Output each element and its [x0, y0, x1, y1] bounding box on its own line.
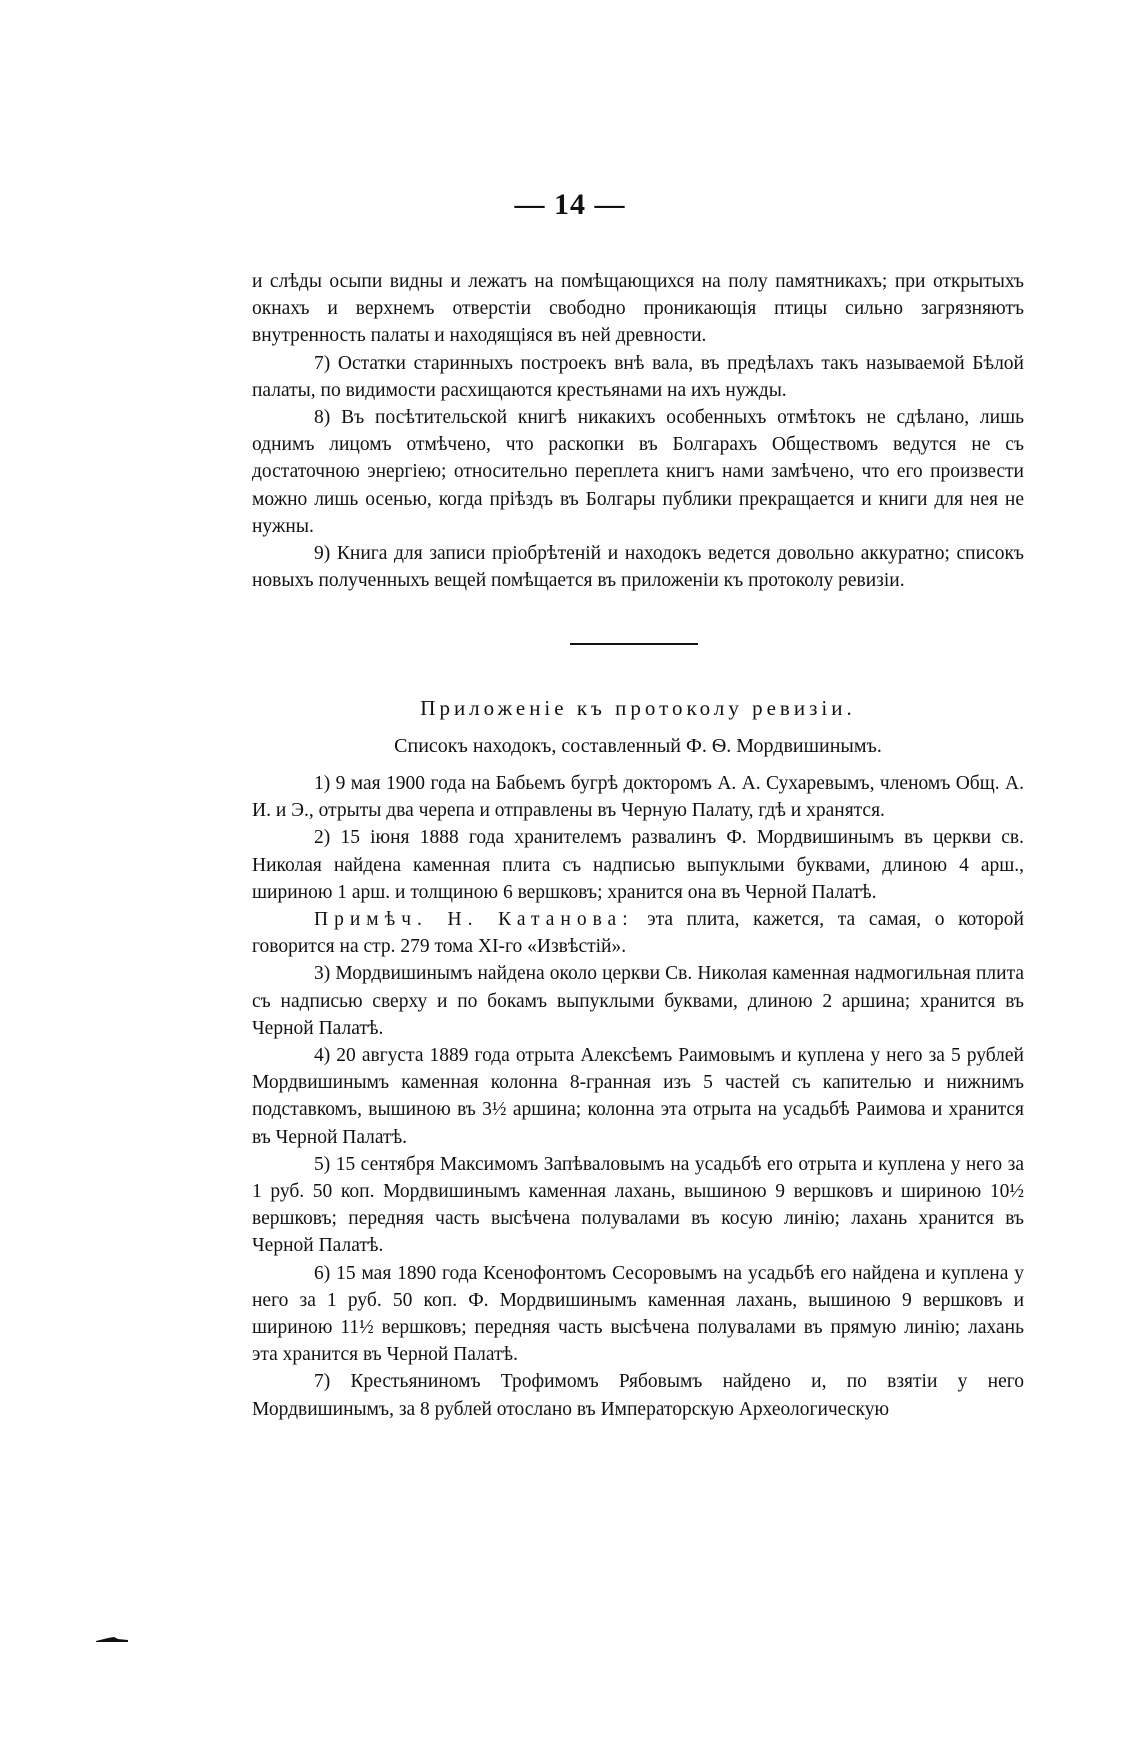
finding-7: 7) Крестьяниномъ Трофимомъ Рябовымъ найдено и, по взятіи у него Мордвишинымъ, за 8 рублей отослано въ Императорскую Археологическую — [252, 1371, 1024, 1420]
page-number: — 14 — — [514, 188, 626, 221]
findings-list — [252, 770, 1024, 1423]
finding-4: 4) 20 августа 1889 года отрыта Алексѣемъ Раимовымъ и куплена у него за 5 рублей Мордвишинымъ каменная колонна 8-гранная изъ 5 частей съ капителью и нижнимъ подставкомъ, вышиною въ 3½ аршина; колонна эта отрыта на усадьбѣ Раимова и хранится въ Черной Палатѣ. — [252, 1045, 1024, 1148]
finding-3: 3) Мордвишинымъ найдена около церкви Св. Николая каменная надмогильная плита съ надписью сверху и по бокамъ выпуклыми буквами, длиною 2 аршина; хранится въ Черной Палатѣ. — [252, 963, 1024, 1039]
report-text — [252, 268, 1024, 594]
appendix-title: Приложеніе къ протоколу ревизіи. — [420, 696, 856, 720]
finding-2: 2) 15 іюня 1888 года хранителемъ развалинъ Ф. Мордвишинымъ въ церкви св. Николая найдена каменная плита съ надписью выпуклыми буквами, длиною 4 арш., шириною 1 арш. и толщиною 6 вершковъ; хранится она въ Черной Палатѣ. — [252, 827, 1024, 903]
paragraph-7: 7) Остатки старинныхъ построекъ внѣ вала, въ предѣлахъ такъ называемой Бѣлой палаты, по видимости расхищаются крестьянами на ихъ нужды. — [252, 352, 1024, 401]
paragraph-9: 9) Книга для записи пріобрѣтеній и находокъ ведется довольно аккуратно; списокъ новыхъ полученныхъ вещей помѣщается въ приложеніи къ протоколу ревизіи. — [252, 543, 1024, 592]
note-text: эта плита, кажется, та самая, о которой говорится на стр. 279 тома XI-го «Извѣстій». — [252, 909, 1024, 958]
paragraph-continuation: и слѣды осыпи видны и лежатъ на помѣщающихся на полу памятникахъ; при открытыхъ окнахъ и верхнемъ отверстіи свободно проникающія птицы сильно загрязняютъ внутренность палаты и находящіяся въ ней древности. — [252, 271, 1024, 347]
section-divider — [570, 643, 698, 645]
finding-6: 6) 15 мая 1890 года Ксенофонтомъ Сесоровымъ на усадьбѣ его найдена и куплена у него за 1 руб. 50 коп. Ф. Мордвишинымъ каменная лахань, вышиною 9 вершковъ и шириною 11½ вершковъ; передняя часть высѣчена полувалами въ прямую линію; лахань эта хранится въ Черной Палатѣ. — [252, 1262, 1024, 1366]
note-label: Примѣч. Н. Катанова: — [314, 909, 634, 931]
finding-5: 5) 15 сентября Максимомъ Запѣваловымъ на усадьбѣ его отрыта и куплена у него за 1 руб. 50 коп. Мордвишинымъ каменная лахань, вышиною 9 вершковъ и шириною 10½ вершковъ; передняя часть высѣчена полувалами въ косую линію; лахань хранится въ Черной Палатѣ. — [252, 1153, 1024, 1257]
scan-mark-icon — [96, 1637, 128, 1642]
list-title: Списокъ находокъ, составленный Ф. Ѳ. Мордвишинымъ. — [394, 735, 882, 757]
finding-1: 1) 9 мая 1900 года на Бабьемъ бугрѣ докторомъ А. А. Сухаревымъ, членомъ Общ. А. И. и Э., отрыты два черепа и отправлены въ Черную Палату, гдѣ и хранятся. — [252, 773, 1024, 822]
editor-note — [252, 906, 1024, 960]
paragraph-8: 8) Въ посѣтительской книгѣ никакихъ особенныхъ отмѣтокъ не сдѣлано, лишь однимъ лицомъ отмѣчено, что раскопки въ Болгарахъ Обществомъ ведутся не съ достаточною энергіею; относительно переплета книгъ нами замѣчено, что его произвести можно лишь осенью, когда пріѣздъ въ Болгары публики прекращается и книги для нея не нужны. — [252, 407, 1024, 537]
